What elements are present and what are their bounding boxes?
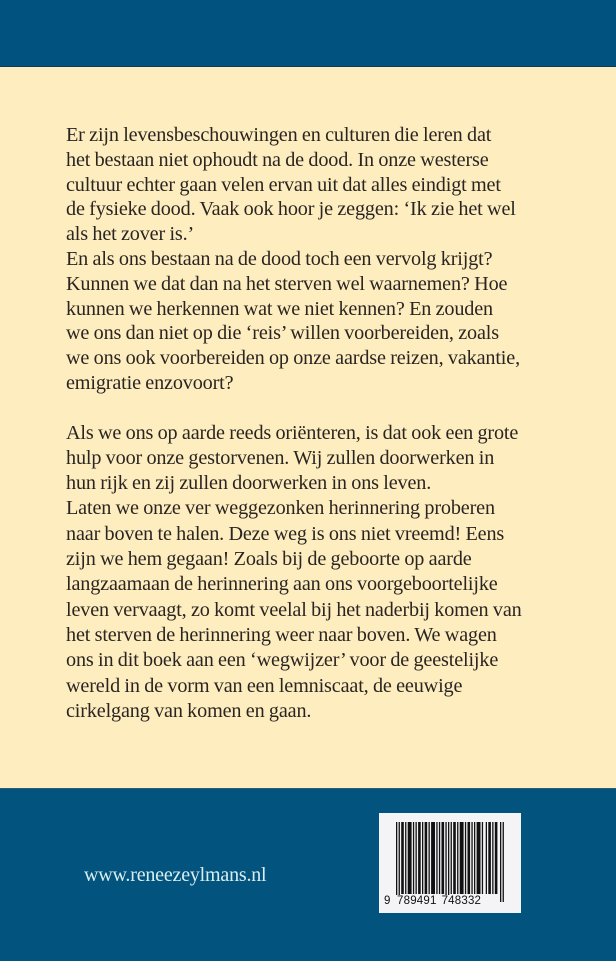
text-line: En als ons bestaan na de dood toch een vervolg krijgt?	[66, 247, 493, 270]
text-line: we ons dan niet op die ‘reis’ willen voorbereiden, zoals	[66, 322, 499, 345]
text-line: cirkelgang van komen en gaan.	[66, 699, 312, 722]
text-line: Er zijn levensbeschouwingen en culturen die leren dat	[66, 124, 492, 146]
text-line: het sterven de herinnering weer naar boven. We wagen	[66, 623, 497, 646]
isbn-digits	[384, 895, 516, 907]
barcode-icon	[396, 822, 504, 902]
text-line: het bestaan niet ophoudt na de dood. In onze westerse	[66, 148, 489, 171]
text-line: naar boven te halen. Deze weg is ons niet vreemd! Eens	[66, 522, 505, 545]
text-line: emigratie enzovoort?	[66, 371, 234, 394]
isbn-group-1: 789491	[397, 895, 437, 907]
text-line: we ons ook voorbereiden op onze aardse reizen, vakantie,	[66, 347, 520, 370]
text-line: als het zover is.’	[66, 223, 195, 246]
paragraph-2	[66, 421, 586, 725]
website-url: www.reneezeylmans.nl	[84, 864, 267, 886]
paragraph-1	[66, 123, 586, 396]
text-line: leven vervaagt, zo komt veelal bij het naderbij komen van	[66, 598, 522, 621]
text-line: wereld in de vorm van een lemniscaat, de eeuwige	[66, 674, 463, 697]
isbn-lead-digit: 9	[384, 895, 391, 907]
isbn-barcode	[379, 813, 521, 913]
text-line: hulp voor onze gestorvenen. Wij zullen doorwerken in	[66, 446, 495, 469]
text-line: Laten we onze ver weggezonken herinnering proberen	[66, 497, 495, 520]
text-line: ons in dit boek aan een ‘wegwijzer’ voor de geestelijke	[66, 649, 499, 672]
text-line: langzaamaan de herinnering aan ons voorgeboortelijke	[66, 573, 498, 596]
blurb-text	[66, 123, 586, 724]
text-line: Kunnen we dat dan na het sterven wel waarnemen? Hoe	[66, 272, 508, 295]
text-line: hun rijk en zij zullen doorwerken in ons leven.	[66, 472, 432, 495]
top-color-band	[0, 0, 616, 67]
text-line: kunnen we herkennen wat we niet kennen? En zouden	[66, 297, 493, 320]
text-line: Als we ons op aarde reeds oriënteren, is dat ook een grote	[66, 421, 519, 444]
text-line: cultuur echter gaan velen ervan uit dat alles eindigt met	[66, 173, 501, 196]
isbn-group-2: 748332	[441, 895, 482, 907]
text-line: de fysieke dood. Vaak ook hoor je zeggen: ‘Ik zie het wel	[66, 198, 516, 221]
text-line: zijn we hem gegaan! Zoals bij de geboorte op aarde	[66, 548, 472, 571]
